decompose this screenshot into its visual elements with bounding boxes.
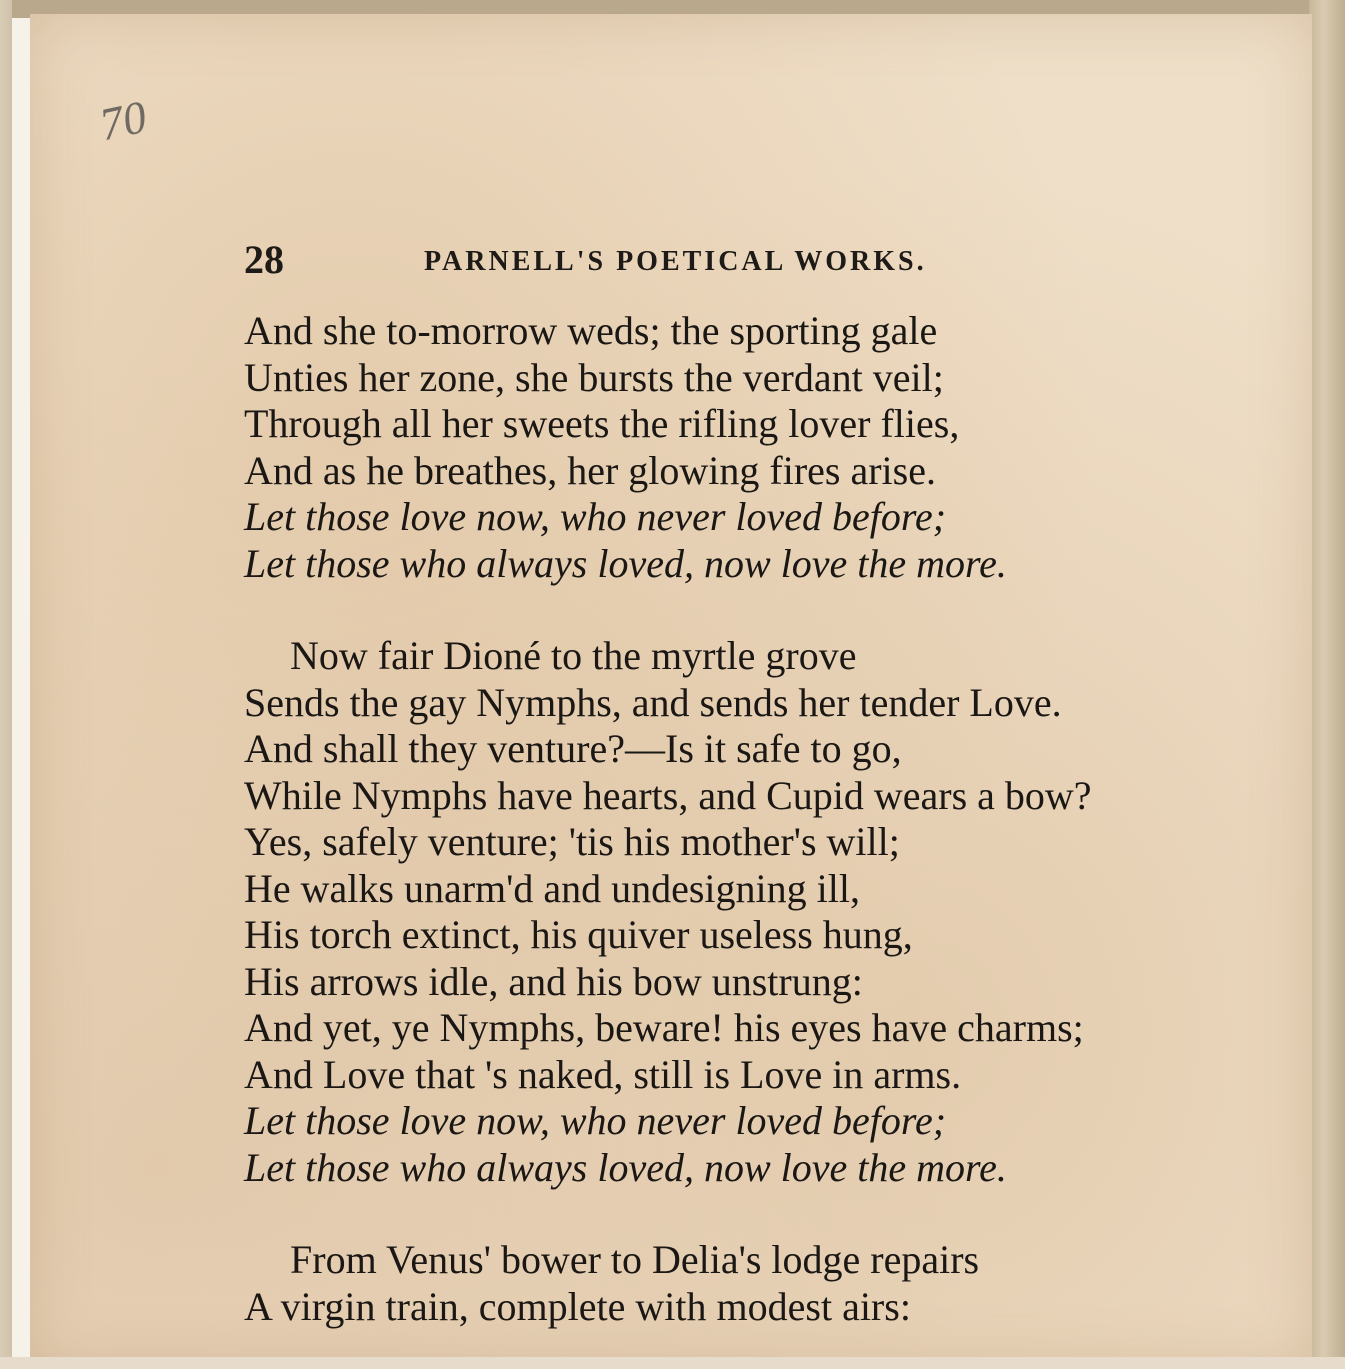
verse-line: Now fair Dioné to the myrtle grove xyxy=(290,633,857,678)
verse-line: And shall they venture?—Is it safe to go, xyxy=(244,726,902,771)
stanza-gap xyxy=(244,587,1274,633)
poem-text xyxy=(244,308,1274,1330)
verse-line: And Love that 's naked, still is Love in arms. xyxy=(244,1051,962,1097)
verse-line: Yes, safely venture; 'tis his mother's will; xyxy=(244,819,900,864)
stanza-gap xyxy=(244,1191,1274,1237)
verse-line: From Venus' bower to Delia's lodge repairs xyxy=(290,1237,980,1282)
verse-line: While Nymphs have hearts, and Cupid wears a bow? xyxy=(244,772,1092,818)
verse-line: Unties her zone, she bursts the verdant veil; xyxy=(244,354,944,400)
scan-right-border xyxy=(1309,0,1345,1369)
refrain-line: Let those who always loved, now love the more. xyxy=(244,1144,1007,1190)
refrain-line: Let those who always loved, now love the more. xyxy=(244,540,1007,586)
scan-white-edge xyxy=(12,18,30,1369)
verse-line: His arrows idle, and his bow unstrung: xyxy=(244,958,863,1004)
verse-line: Sends the gay Nymphs, and sends her tender Love. xyxy=(244,679,1062,725)
refrain-line: Let those love now, who never loved before; xyxy=(244,1098,947,1143)
pencil-margin-mark: 70 xyxy=(95,90,151,151)
scan-left-border xyxy=(0,0,12,1369)
refrain-line: Let those love now, who never loved before; xyxy=(244,494,947,539)
verse-line: And yet, ye Nymphs, beware! his eyes have charms; xyxy=(244,1005,1084,1050)
verse-line: And as he breathes, her glowing fires arise. xyxy=(244,447,936,493)
verse-line: He walks unarm'd and undesigning ill, xyxy=(244,865,860,911)
scan-bottom-edge xyxy=(0,1357,1345,1369)
verse-line: His torch extinct, his quiver useless hung, xyxy=(244,912,913,957)
verse-line: And she to-morrow weds; the sporting gale xyxy=(244,308,938,353)
verse-line: A virgin train, complete with modest airs: xyxy=(244,1283,911,1329)
page-number: 28 xyxy=(244,237,284,282)
verse-line: Through all her sweets the rifling lover flies, xyxy=(244,401,960,446)
running-head: PARNELL'S POETICAL WORKS. xyxy=(424,246,927,277)
